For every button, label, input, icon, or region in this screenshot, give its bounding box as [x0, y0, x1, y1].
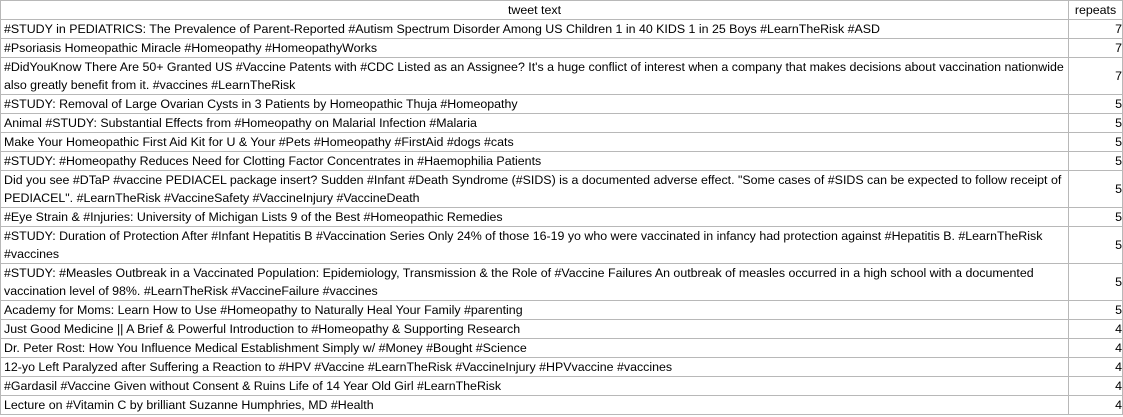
repeats-cell: 5 — [1069, 95, 1123, 114]
repeats-cell: 7 — [1069, 20, 1123, 39]
tweet-text-cell: Just Good Medicine || A Brief & Powerful Introduction to #Homeopathy & Supporting Research — [1, 320, 1069, 339]
tweet-text-cell: #STUDY: #Measles Outbreak in a Vaccinated Population: Epidemiology, Transmission & the Role of #Vaccine Failures An outbreak of measles occurred in a high school with a documented vaccination level of 98%. #LearnTheRisk #VaccineFailure #vaccines — [1, 264, 1069, 301]
repeats-cell: 5 — [1069, 301, 1123, 320]
repeats-cell: 5 — [1069, 114, 1123, 133]
column-header-tweet-text[interactable]: tweet text — [1, 1, 1069, 20]
table-row — [1, 320, 1123, 339]
tweet-text-cell: Animal #STUDY: Substantial Effects from #Homeopathy on Malarial Infection #Malaria — [1, 114, 1069, 133]
repeats-cell: 4 — [1069, 320, 1123, 339]
table-row — [1, 339, 1123, 358]
tweet-text-cell: 12-yo Left Paralyzed after Suffering a Reaction to #HPV #Vaccine #LearnTheRisk #VaccineInjury #HPVvaccine #vaccines — [1, 358, 1069, 377]
repeats-cell: 4 — [1069, 377, 1123, 396]
table-row — [1, 39, 1123, 58]
repeats-cell: 5 — [1069, 133, 1123, 152]
tweet-text-cell: Academy for Moms: Learn How to Use #Homeopathy to Naturally Heal Your Family #parenting — [1, 301, 1069, 320]
repeats-cell: 4 — [1069, 358, 1123, 377]
repeats-cell: 4 — [1069, 396, 1123, 415]
table-row — [1, 377, 1123, 396]
table-row — [1, 20, 1123, 39]
table-row — [1, 358, 1123, 377]
tweet-text-cell: #STUDY: Duration of Protection After #Infant Hepatitis B #Vaccination Series Only 24% of those 16-19 yo who were vaccinated in infancy had protection against #Hepatitis B. #LearnTheRisk #vaccines — [1, 227, 1069, 264]
repeats-cell: 5 — [1069, 227, 1123, 264]
header-row — [1, 1, 1123, 20]
repeats-cell: 5 — [1069, 152, 1123, 171]
table-row — [1, 264, 1123, 301]
tweet-text-cell: Make Your Homeopathic First Aid Kit for U & Your #Pets #Homeopathy #FirstAid #dogs #cats — [1, 133, 1069, 152]
table-row — [1, 227, 1123, 264]
tweet-text-cell: Dr. Peter Rost: How You Influence Medical Establishment Simply w/ #Money #Bought #Science — [1, 339, 1069, 358]
column-header-repeats[interactable]: repeats — [1069, 1, 1123, 20]
repeats-cell: 5 — [1069, 171, 1123, 208]
table-row — [1, 95, 1123, 114]
tweet-text-cell: #DidYouKnow There Are 50+ Granted US #Vaccine Patents with #CDC Listed as an Assignee? It's a huge conflict of interest when a company that makes decisions about vaccination nationwide also greatly benefit from it. #vaccines #LearnTheRisk — [1, 58, 1069, 95]
tweet-text-cell: #Eye Strain & #Injuries: University of Michigan Lists 9 of the Best #Homeopathic Remedies — [1, 208, 1069, 227]
tweet-text-cell: #STUDY: #Homeopathy Reduces Need for Clotting Factor Concentrates in #Haemophilia Patients — [1, 152, 1069, 171]
table-row — [1, 171, 1123, 208]
table-row — [1, 301, 1123, 320]
tweet-text-cell: #STUDY: Removal of Large Ovarian Cysts in 3 Patients by Homeopathic Thuja #Homeopathy — [1, 95, 1069, 114]
repeats-cell: 7 — [1069, 58, 1123, 95]
tweet-text-cell: Lecture on #Vitamin C by brilliant Suzanne Humphries, MD #Health — [1, 396, 1069, 415]
table-row — [1, 152, 1123, 171]
repeats-cell: 5 — [1069, 208, 1123, 227]
table-row — [1, 114, 1123, 133]
tweet-text-cell: #Psoriasis Homeopathic Miracle #Homeopathy #HomeopathyWorks — [1, 39, 1069, 58]
table-row — [1, 396, 1123, 415]
tweet-text-cell: #Gardasil #Vaccine Given without Consent & Ruins Life of 14 Year Old Girl #LearnTheRisk — [1, 377, 1069, 396]
repeats-cell: 7 — [1069, 39, 1123, 58]
table-row — [1, 208, 1123, 227]
repeats-cell: 5 — [1069, 264, 1123, 301]
table-row — [1, 58, 1123, 95]
tweet-text-cell: Did you see #DTaP #vaccine PEDIACEL package insert? Sudden #Infant #Death Syndrome (#SIDS) is a documented adverse effect. "Some cases of #SIDS can be expected to follow receipt of PEDIACEL". #LearnTheRisk #VaccineSafety #VaccineInjury #VaccineDeath — [1, 171, 1069, 208]
tweet-text-cell: #STUDY in PEDIATRICS: The Prevalence of Parent-Reported #Autism Spectrum Disorder Among US Children 1 in 40 KIDS 1 in 25 Boys #LearnTheRisk #ASD — [1, 20, 1069, 39]
table-row — [1, 133, 1123, 152]
repeats-cell: 4 — [1069, 339, 1123, 358]
